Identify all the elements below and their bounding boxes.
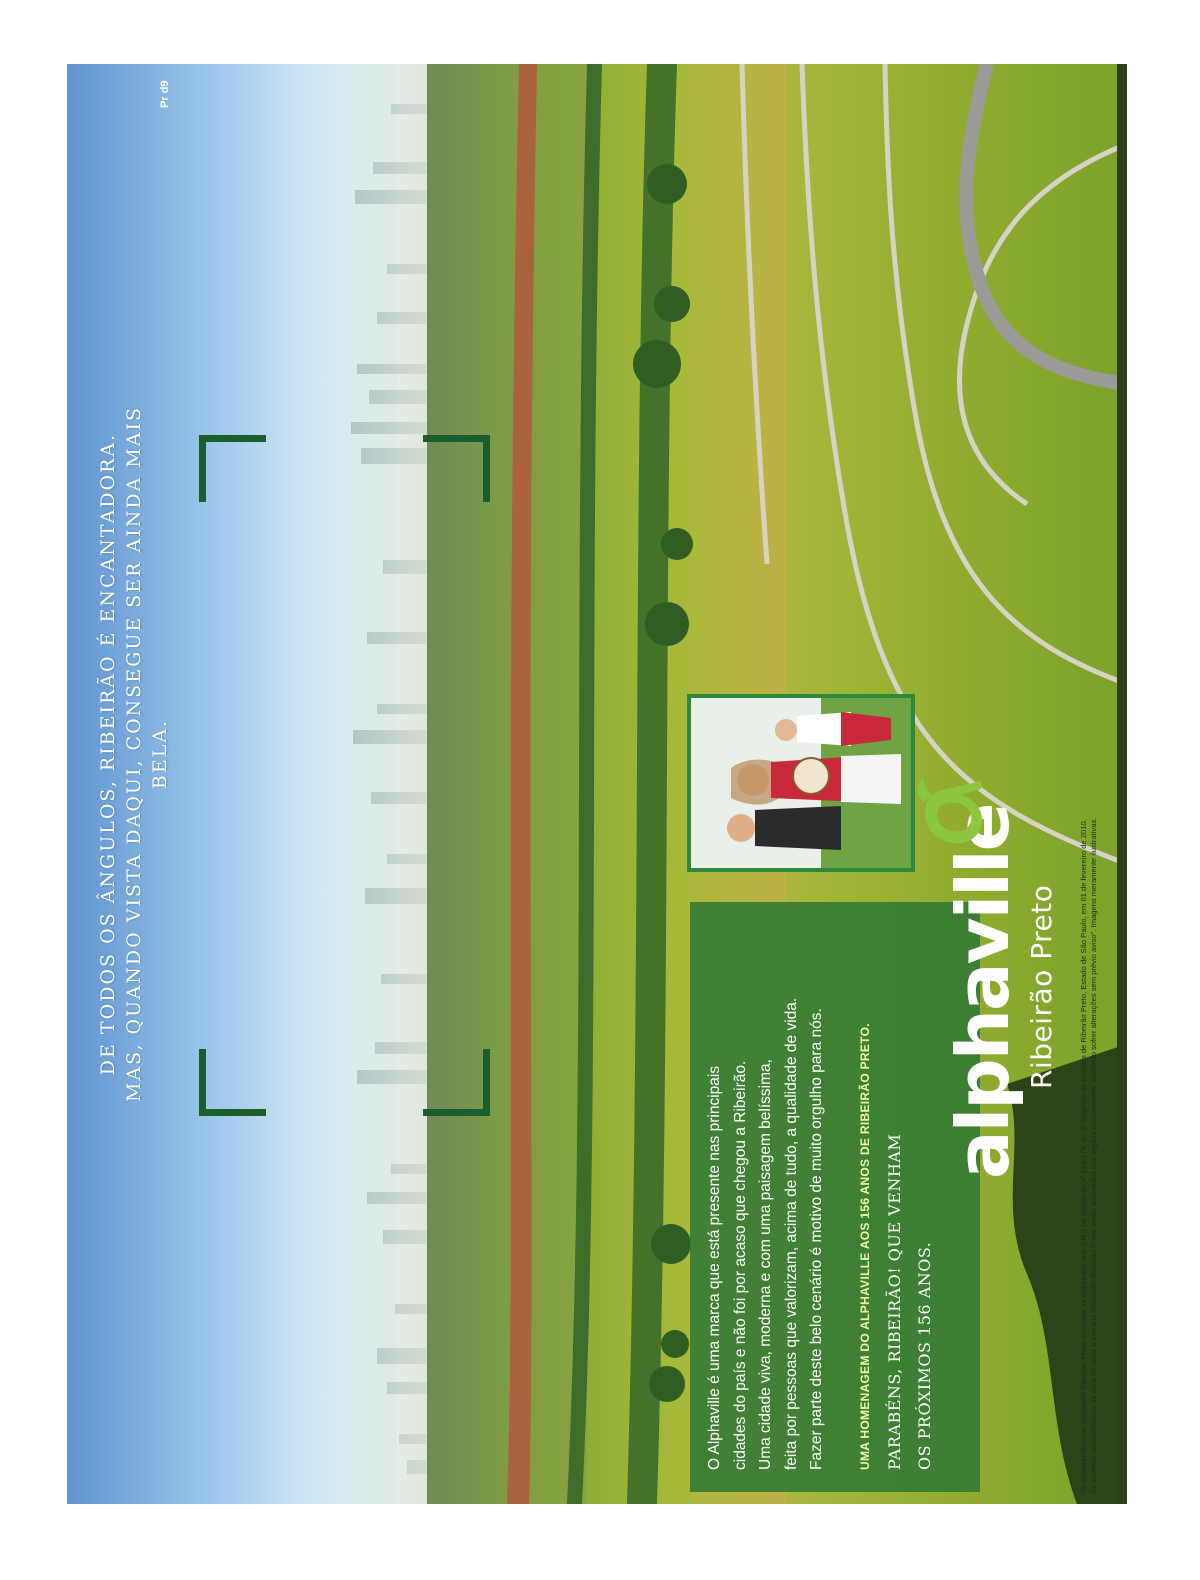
logo-subtitle: Ribeirão Preto xyxy=(1025,884,1058,1089)
alphaville-leaf-a-icon xyxy=(915,777,991,853)
frame-corner-bottom-right xyxy=(423,435,490,502)
body-text xyxy=(702,910,830,1470)
frame-corner-top-left xyxy=(199,1049,266,1116)
congrats-line-2: OS PRÓXIMOS 156 ANOS. xyxy=(915,1241,934,1470)
headline-line-1: DE TODOS OS ÂNGULOS, RIBEIRÃO É ENCANTADORA. xyxy=(97,432,119,1076)
family-photo-illustration xyxy=(691,698,911,868)
alphaville-advertisement xyxy=(67,64,1127,1504)
body-line: O Alphaville é uma marca que está presente nas principais xyxy=(706,1065,723,1470)
headline xyxy=(95,374,173,1134)
family-photo xyxy=(687,694,915,872)
disclaimer-line-1: "O empreendimento Alphaville Ribeirão Preto encontra-se registrado sob o R.5 na matrícula nº 124.176, do 2º Registro de Imóveis de Ribeirão Preto, Estado de São Paulo, em 01 de fevereiro de 2010. xyxy=(1079,819,1088,1494)
page-marker: Pr d9 xyxy=(159,80,171,108)
legal-disclaimer xyxy=(1079,74,1099,1494)
frame-corner-top-right xyxy=(199,435,266,502)
congrats-line-1: PARABÉNS, RIBEIRÃO! QUE VENHAM xyxy=(885,1133,904,1470)
logo-wordmark: alphaville xyxy=(941,804,1025,1179)
frame-corner-bottom-left xyxy=(423,1049,490,1116)
body-line: Fazer parte deste belo cenário é motivo de muito orgulho para nós. xyxy=(808,1008,825,1470)
headline-line-2: MAS, QUANDO VISTA DAQUI, CONSEGUE SER AINDA MAIS BELA. xyxy=(123,405,171,1103)
body-line: cidades do país e não foi por acaso que chegou a Ribeirão. xyxy=(731,1060,749,1470)
advertisement-frame xyxy=(67,64,1127,1504)
disclaimer-line-2: Os projetos arquitetônicos da área de lazer e portaria Alphaville Ribeirão Preto serão aprovados nos órgãos competentes, podendo sofrer alterações sem prévio aviso". Imagens meramente ilustrativas. xyxy=(1089,817,1098,1494)
body-line: Uma cidade viva, moderna e com uma paisagem belíssima, xyxy=(757,1059,774,1470)
tribute-line: UMA HOMENAGEM DO ALPHAVILLE AOS 156 ANOS DE RIBEIRÃO PRETO. xyxy=(858,1023,872,1470)
body-line: feita por pessoas que valorizam, acima de tudo, a qualidade de vida. xyxy=(782,997,800,1470)
alphaville-logo xyxy=(915,759,1095,1179)
